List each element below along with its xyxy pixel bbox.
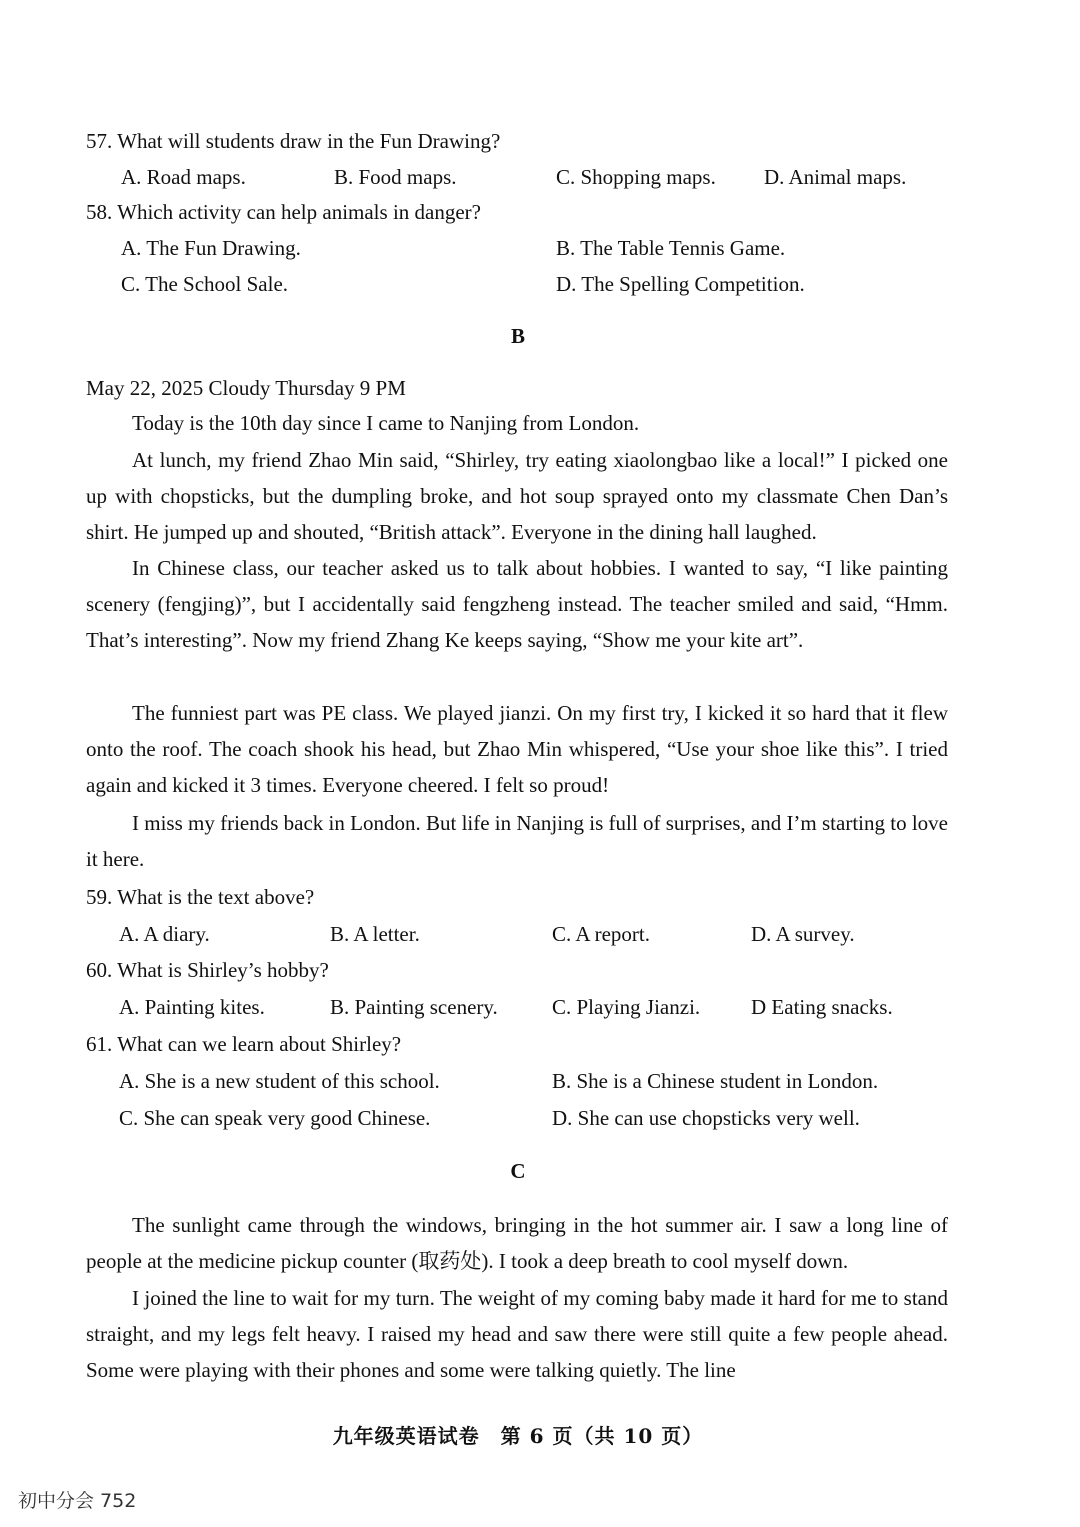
q57-option-c: C. Shopping maps. — [556, 165, 716, 189]
q58-option-d: D. The Spelling Competition. — [556, 272, 805, 296]
q61-option-c: C. She can speak very good Chinese. — [119, 1106, 431, 1130]
q59-option-c: C. A report. — [552, 922, 650, 946]
watermark-text: 初中分会 752 — [18, 1490, 137, 1512]
q58-option-c: C. The School Sale. — [121, 272, 289, 296]
question-58: 58. Which activity can help animals in danger? — [86, 200, 481, 224]
q60-option-a: A. Painting kites. — [119, 995, 265, 1019]
q60-option-b: B. Painting scenery. — [330, 995, 498, 1019]
section-c-heading: C — [510, 1159, 526, 1183]
q60-option-c: C. Playing Jianzi. — [552, 995, 701, 1019]
section-b-paragraph-4: The funniest part was PE class. We played jianzi. On my first try, I kicked it so hard that it flew onto the roof. The coach shook his head, but Zhao Min whispered, “Use your shoe like this”. I tried again and kicked it 3 times. Everyone cheered. I felt so proud! — [86, 701, 948, 798]
section-b-paragraph-5: I miss my friends back in London. But life in Nanjing is full of surprises, and I’m starting to love it here. — [86, 811, 948, 872]
section-c-paragraph-2: I joined the line to wait for my turn. The weight of my coming baby made it hard for me to stand straight, and my legs felt heavy. I raised my head and saw there were still quite a few people ahead. Some were playing with their phones and some were talking quietly. The line — [86, 1286, 948, 1383]
question-59: 59. What is the text above? — [86, 885, 315, 909]
question-57: 57. What will students draw in the Fun Drawing? — [86, 129, 501, 153]
q57-option-a: A. Road maps. — [121, 165, 246, 189]
q59-option-a: A. A diary. — [119, 922, 210, 946]
section-b-paragraph-2: At lunch, my friend Zhao Min said, “Shirley, try eating xiaolongbao like a local!” I picked one up with chopsticks, but the dumpling broke, and hot soup sprayed onto my classmate Chen Dan’s shirt. He jumped up and shouted, “British attack”. Everyone in the dining hall laughed. — [86, 448, 948, 545]
page-footer: 九年级英语试卷 第 6 页（共 10 页） — [332, 1424, 704, 1448]
q57-option-b: B. Food maps. — [334, 165, 457, 189]
q58-option-a: A. The Fun Drawing. — [121, 236, 301, 260]
q61-option-b: B. She is a Chinese student in London. — [552, 1069, 879, 1093]
q58-option-b: B. The Table Tennis Game. — [556, 236, 786, 260]
q57-option-d: D. Animal maps. — [764, 165, 907, 189]
q60-option-d: D Eating snacks. — [751, 995, 893, 1019]
question-60: 60. What is Shirley’s hobby? — [86, 958, 329, 982]
section-c-paragraph-1: The sunlight came through the windows, bringing in the hot summer air. I saw a long line of people at the medicine pickup counter (取药处). I took a deep breath to cool myself down. — [86, 1213, 948, 1274]
section-b-paragraph-3: In Chinese class, our teacher asked us to talk about hobbies. I wanted to say, “I like painting scenery (fengjing)”, but I accidentally said fengzheng instead. The teacher smiled and said, “Hmm. That’s interesting”. Now my friend Zhang Ke keeps saying, “Show me your kite art”. — [86, 556, 948, 653]
section-b-heading: B — [510, 324, 525, 348]
q61-option-a: A. She is a new student of this school. — [119, 1069, 440, 1093]
q59-option-d: D. A survey. — [751, 922, 855, 946]
diary-date-line: May 22, 2025 Cloudy Thursday 9 PM — [86, 376, 406, 400]
q59-option-b: B. A letter. — [330, 922, 420, 946]
question-61: 61. What can we learn about Shirley? — [86, 1032, 402, 1056]
section-b-paragraph-1: Today is the 10th day since I came to Nanjing from London. — [132, 411, 640, 435]
q61-option-d: D. She can use chopsticks very well. — [552, 1106, 860, 1130]
